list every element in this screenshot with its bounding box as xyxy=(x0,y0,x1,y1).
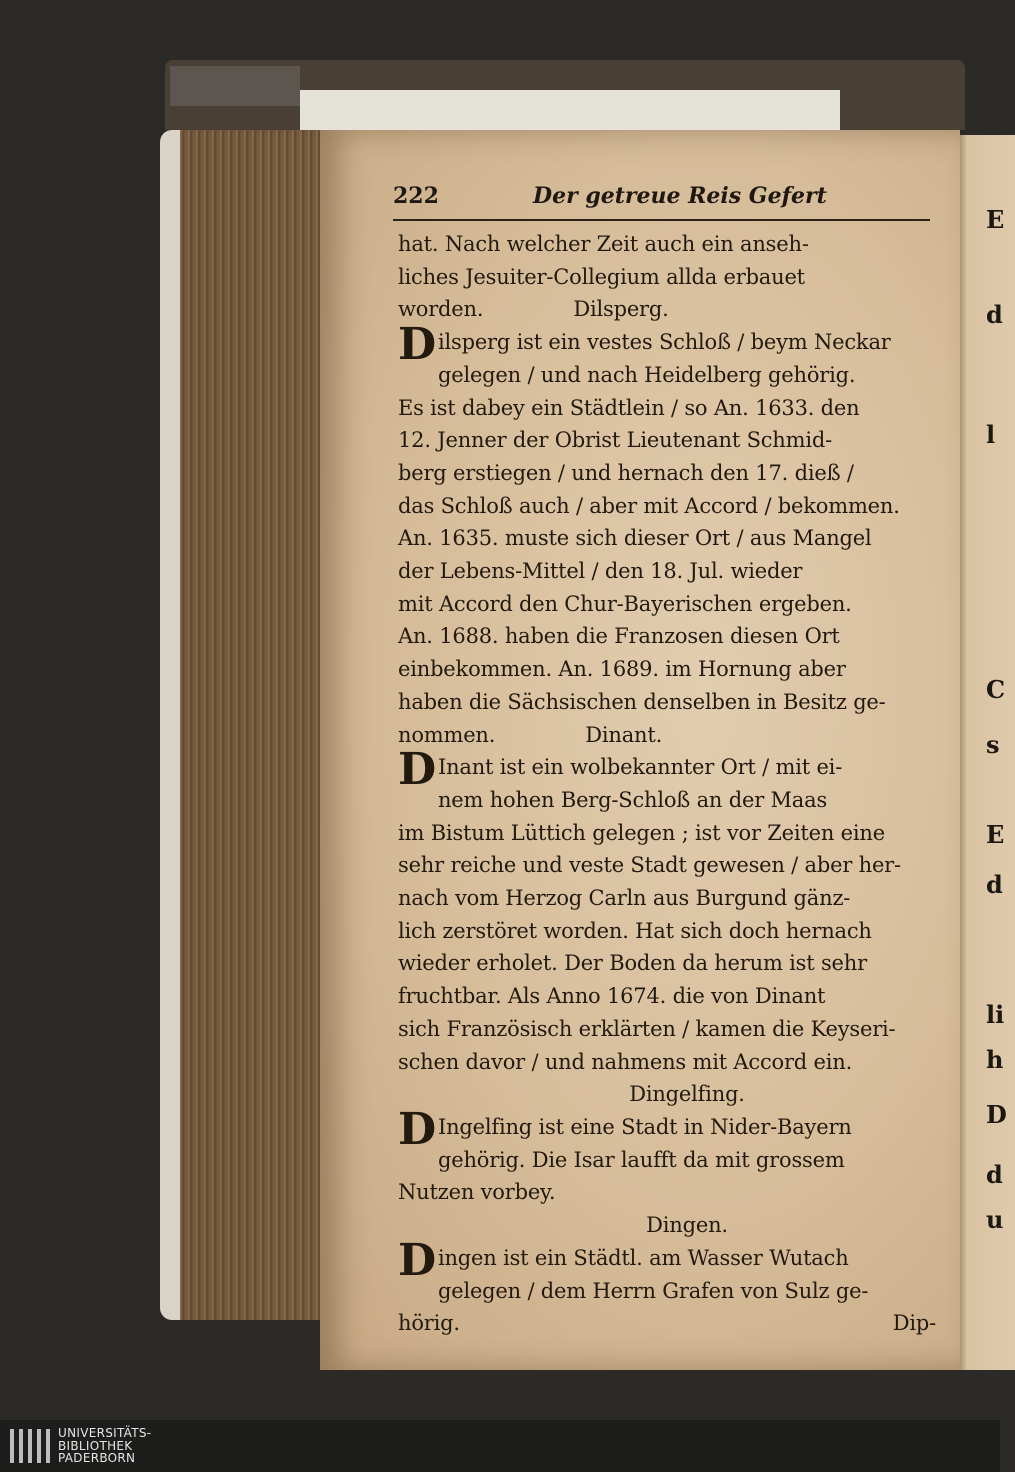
facing-page-fragment: h xyxy=(986,1045,1004,1074)
library-name xyxy=(58,1427,151,1465)
facing-page-fragment: E xyxy=(986,205,1005,234)
text-line xyxy=(398,319,936,371)
library-line: PADERBORN xyxy=(58,1451,136,1465)
entry-heading-dingelfing: Dingelfing. xyxy=(629,1082,745,1107)
text-line: einbekommen. An. 1689. im Hornung aber xyxy=(398,657,846,682)
text-line: mit Accord den Chur-Bayerischen ergeben. xyxy=(398,591,852,616)
text-line xyxy=(398,1103,936,1155)
page-number: 222 xyxy=(393,183,439,209)
facing-page-fragment: C xyxy=(986,675,1006,704)
running-title: Der getreue Reis Gefert xyxy=(533,183,827,209)
drop-cap: D xyxy=(398,1234,436,1286)
text-line: Nutzen vorbey. xyxy=(398,1180,556,1205)
text-line: fruchtbar. Als Anno 1674. die von Dinant xyxy=(398,984,826,1009)
facing-page-fragment: d xyxy=(986,870,1003,899)
text-line: lich zerstöret worden. Hat sich doch hernach xyxy=(398,918,872,943)
running-head xyxy=(393,183,930,221)
facing-page-fragment: li xyxy=(986,1000,1005,1029)
entry-heading-dinant: Dinant. xyxy=(585,722,663,747)
text-line: liches Jesuiter-Collegium allda erbauet xyxy=(398,264,805,289)
text-line: 12. Jenner der Obrist Lieutenant Schmid- xyxy=(398,428,833,453)
facing-page-fragment: s xyxy=(986,730,1000,759)
text-line: der Lebens-Mittel / den 18. Jul. wieder xyxy=(398,559,803,584)
facing-page-fragment: l xyxy=(986,420,996,449)
text-line xyxy=(398,1234,936,1286)
drop-cap: D xyxy=(398,744,436,796)
text-line xyxy=(398,719,936,752)
line-text: worden. xyxy=(398,297,484,322)
library-logo-icon xyxy=(10,1429,50,1463)
facing-page-fragment: u xyxy=(986,1205,1004,1234)
text-line: sehr reiche und veste Stadt gewesen / aber her- xyxy=(398,853,901,878)
text-line: nem hohen Berg-Schloß an der Maas xyxy=(437,787,828,812)
entry-heading-dingen: Dingen. xyxy=(646,1213,728,1238)
text-line: haben die Sächsischen denselben in Besitz ge- xyxy=(398,689,886,714)
catchword: Dip- xyxy=(892,1311,936,1336)
text-line: hat. Nach welcher Zeit auch ein anseh- xyxy=(398,232,809,256)
page-stack-edge xyxy=(162,130,332,1320)
line-text: ingen ist ein Städtl. am Wasser Wutach xyxy=(437,1245,849,1270)
board-edge xyxy=(300,90,840,130)
text-line xyxy=(398,1307,936,1340)
library-line: BIBLIOTHEK xyxy=(58,1438,133,1453)
line-text: ilsperg ist ein vestes Schloß / beym Neckar xyxy=(437,330,891,355)
entry-heading-dilsperg: Dilsperg. xyxy=(573,297,669,322)
facing-page-fragment: E xyxy=(986,820,1005,849)
text-line: Es ist dabey ein Städtlein / so An. 1633. den xyxy=(398,395,860,420)
facing-page-fragment: d xyxy=(986,1160,1003,1189)
text-line: berg erstiegen / und hernach den 17. dieß / xyxy=(398,460,854,485)
line-text: hörig. xyxy=(398,1311,460,1336)
text-line: wieder erholet. Der Boden da herum ist sehr xyxy=(398,951,867,976)
line-text: nommen. xyxy=(398,722,496,747)
library-line: UNIVERSITÄTS- xyxy=(58,1426,152,1440)
text-line: im Bistum Lüttich gelegen ; ist vor Zeiten eine xyxy=(398,820,885,845)
text-line: schen davor / und nahmens mit Accord ein. xyxy=(398,1049,853,1074)
page-text xyxy=(398,228,936,1340)
line-text: Ingelfing ist eine Stadt in Nider-Bayern xyxy=(437,1114,852,1139)
facing-page-fragment: d xyxy=(986,300,1003,329)
drop-cap: D xyxy=(398,319,436,371)
text-line: gelegen / dem Herrn Grafen von Sulz ge- xyxy=(437,1278,869,1303)
drop-cap: D xyxy=(398,1103,436,1155)
text-line: nach vom Herzog Carln aus Burgund gänz- xyxy=(398,886,851,911)
text-line: das Schloß auch / aber mit Accord / bekommen. xyxy=(398,493,900,518)
text-line xyxy=(398,744,936,796)
text-line: An. 1688. haben die Franzosen diesen Ort xyxy=(398,624,840,649)
text-line: gelegen / und nach Heidelberg gehörig. xyxy=(437,362,856,387)
line-text: Inant ist ein wolbekannter Ort / mit ei- xyxy=(437,755,843,780)
page-stack-highlight xyxy=(160,130,180,1320)
text-line: gehörig. Die Isar laufft da mit grossem xyxy=(437,1147,845,1172)
text-line xyxy=(398,293,936,326)
facing-page-edge xyxy=(955,135,1015,1370)
facing-page-fragment: D xyxy=(986,1100,1007,1129)
text-line: sich Französisch erklärten / kamen die Keyseri- xyxy=(398,1016,896,1041)
cover-clasp xyxy=(170,66,300,106)
text-line: An. 1635. muste sich dieser Ort / aus Mangel xyxy=(398,526,872,551)
